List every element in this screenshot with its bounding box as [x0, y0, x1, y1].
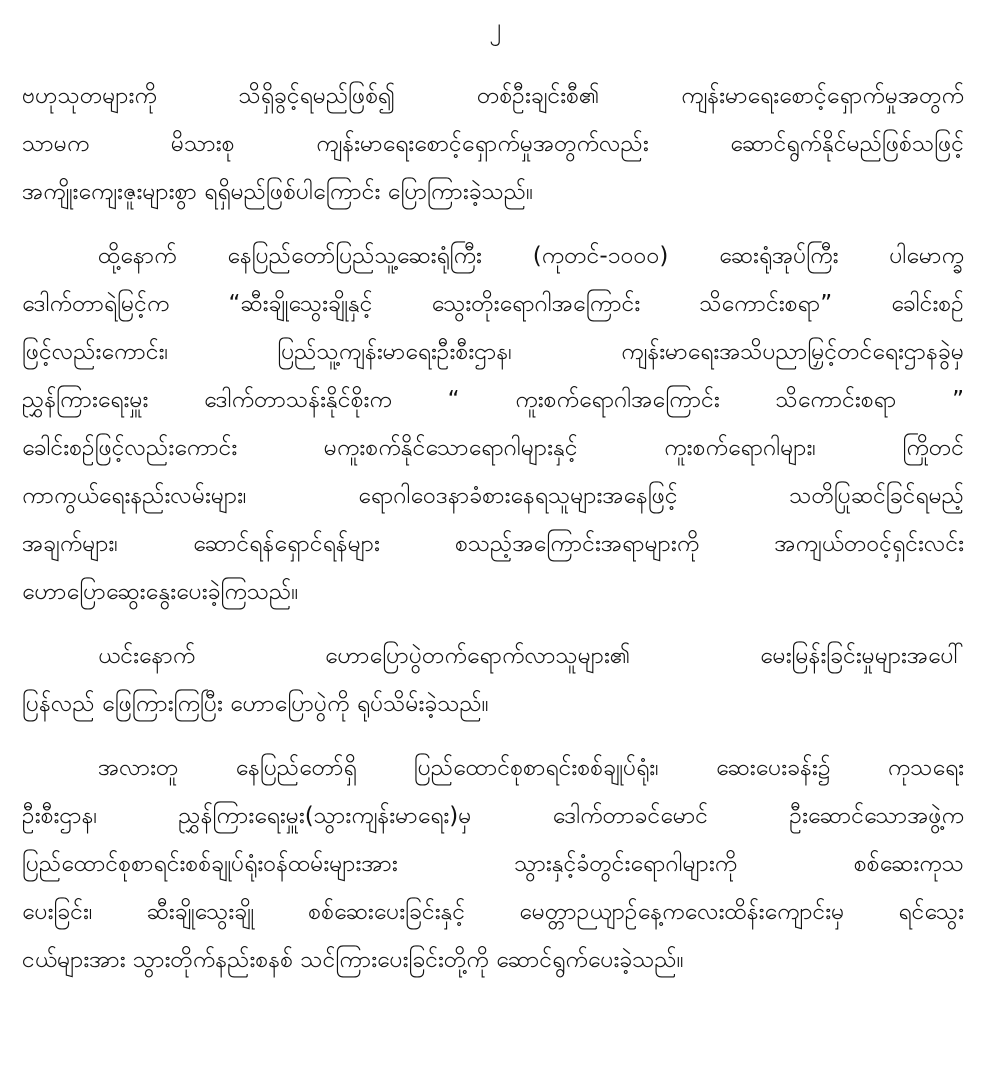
- text-line: ထို့နောက် နေပြည်တော်ပြည်သူ့ဆေးရုံကြီး (ကုတင်-၁၀၀၀) ဆေးရုံအုပ်ကြီး ပါမောက္ခ: [98, 243, 964, 269]
- text-line: သာမက မိသားစု ကျန်းမာရေးစောင့်ရှောက်မှုအတွက်လည်း ဆောင်ရွက်နိုင်မည်ဖြစ်သဖြင့်: [22, 131, 964, 157]
- text-line: ညွှန်ကြားရေးမှူး ဒေါက်တာသန်းနိုင်စိုးက “ ကူးစက်ရောဂါအကြောင်း သိကောင်းစရာ ”: [22, 387, 964, 413]
- paragraph: [22, 744, 964, 984]
- text-line: အလားတူ နေပြည်တော်ရှိ ပြည်ထောင်စုစာရင်းစစ်ချုပ်ရုံး၊ ဆေးပေးခန်း၌ ကုသရေး: [98, 755, 964, 781]
- page-number: ၂: [489, 13, 501, 41]
- text-line: ဦးစီးဌာန၊ ညွှန်ကြားရေးမှူး(သွားကျန်းမာရေး)မှ ဒေါက်တာခင်မောင် ဦးဆောင်သောအဖွဲ့က: [22, 803, 964, 829]
- paragraph: [22, 232, 964, 616]
- text-line: ပြည်ထောင်စုစာရင်းစစ်ချုပ်ရုံးဝန်ထမ်းများအား သွားနှင့်ခံတွင်းရောဂါများကို စစ်ဆေးကုသ: [22, 851, 964, 877]
- text-line: ယင်းနောက် ဟောပြောပွဲတက်ရောက်လာသူများ၏ မေးမြန်းခြင်းမှုများအပေါ်: [98, 643, 964, 669]
- text-line: အချက်များ၊ ဆောင်ရန်ရှောင်ရန်များ စသည့်အကြောင်းအရာများကို အကျယ်တဝင့်ရှင်းလင်း: [22, 531, 964, 557]
- document-body: [22, 72, 964, 1000]
- text-line: ဗဟုသုတများကို သိရှိခွင့်ရမည်ဖြစ်၍ တစ်ဦးချင်းစီ၏ ကျန်းမာရေးစောင့်ရှောက်မှုအတွက်: [22, 83, 964, 109]
- text-line: ပြန်လည် ဖြေကြားကြပြီး ဟောပြောပွဲကို ရုပ်သိမ်းခဲ့သည်။: [22, 691, 489, 717]
- text-line: အကျိုးကျေးဇူးများစွာ ရရှိမည်ဖြစ်ပါကြောင်း ပြောကြားခဲ့သည်။: [22, 179, 534, 205]
- text-line: ပေးခြင်း၊ ဆီးချိုသွေးချို စစ်ဆေးပေးခြင်းနှင့် မေတ္တာဉယျာဉ်နေ့ကလေးထိန်းကျောင်းမှ ရင်သွေး: [22, 899, 964, 925]
- text-line: ဟောပြောဆွေးနွေးပေးခဲ့ကြသည်။: [22, 579, 299, 605]
- paragraph: [22, 72, 964, 216]
- text-line: ကာကွယ်ရေးနည်းလမ်းများ၊ ရောဂါဝေဒနာခံစားနေရသူများအနေဖြင့် သတိပြုဆင်ခြင်ရမည့်: [22, 483, 964, 509]
- text-line: ဒေါက်တာရဲမြင့်က “ဆီးချိုသွေးချိုနှင့် သွေးတိုးရောဂါအကြောင်း သိကောင်းစရာ” ခေါင်းစဉ်: [22, 291, 964, 317]
- text-line: ဖြင့်လည်းကောင်း၊ ပြည်သူ့ကျန်းမာရေးဦးစီးဌာန၊ ကျန်းမာရေးအသိပညာမြှင့်တင်ရေးဌာနခွဲမှ: [22, 339, 964, 365]
- paragraph: [22, 632, 964, 728]
- text-line: ငယ်များအား သွားတိုက်နည်းစနစ် သင်ကြားပေးခြင်းတို့ကို ဆောင်ရွက်ပေးခဲ့သည်။: [22, 947, 684, 973]
- text-line: ခေါင်းစဉ်ဖြင့်လည်းကောင်း မကူးစက်နိုင်သောရောဂါများနှင့် ကူးစက်ရောဂါများ၊ ကြိုတင်: [22, 435, 964, 461]
